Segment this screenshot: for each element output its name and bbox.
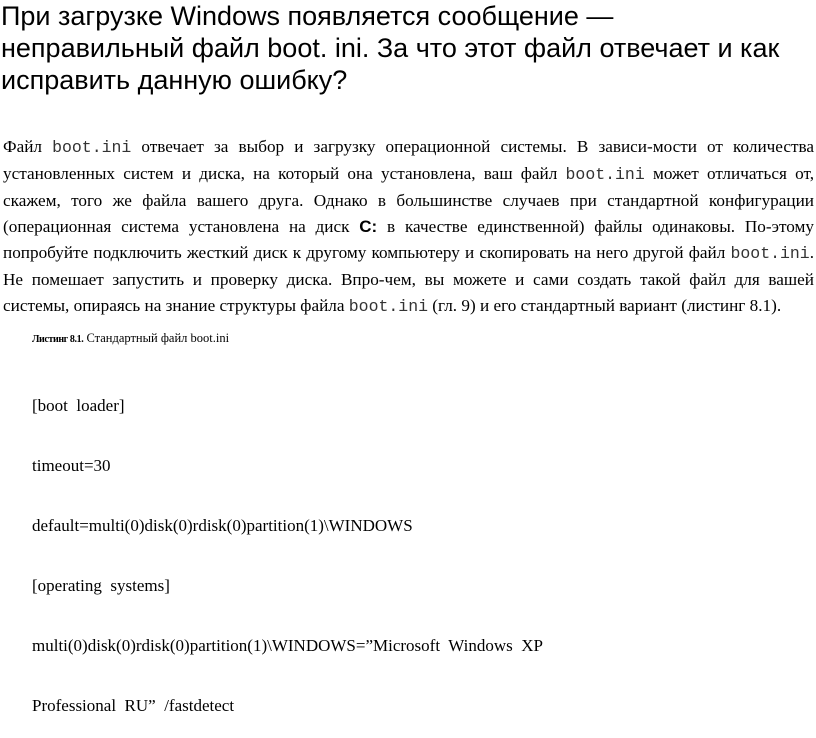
inline-code-filename: boot.ini bbox=[52, 138, 132, 157]
paragraph-text: в качестве единственной) файлы одинаковы. По-этому попробуйте подключить жесткий диск к другому компьютеру и скопировать на него другой файл bbox=[3, 217, 814, 262]
listing-caption-text: Стандартный файл boot.ini bbox=[83, 331, 230, 345]
disk-letter: С: bbox=[359, 217, 378, 236]
paragraph-text: отвечает за выбор и загрузку операционной системы. В зависи-мости от количества установленных систем и диска, на который она установлена, ваш файл bbox=[3, 137, 815, 183]
inline-code-filename: boot.ini bbox=[730, 244, 810, 263]
listing-line: default=multi(0)disk(0)rdisk(0)partition(1)\WINDOWS bbox=[32, 516, 413, 535]
paragraph-text: Файл bbox=[3, 137, 53, 156]
listing-line: Professional RU” /fastdetect bbox=[32, 696, 235, 715]
inline-code-filename: boot.ini bbox=[565, 165, 645, 184]
listing-line: timeout=30 bbox=[32, 456, 111, 475]
paragraph-text: (гл. 9) и его стандартный вариант (листинг 8.1). bbox=[428, 296, 782, 315]
inline-code-filename: boot.ini bbox=[348, 297, 428, 316]
listing-caption-prefix: Листинг 8.1. bbox=[32, 334, 84, 345]
question-title: При загрузке Windows появляется сообщение — неправильный файл boot. ini. За что этот файл отвечает и как исправить данную ошибку? bbox=[1, 1, 780, 95]
listing-caption bbox=[32, 330, 229, 348]
listing-line: [boot loader] bbox=[32, 396, 125, 415]
listing-line: multi(0)disk(0)rdisk(0)partition(1)\WINDOWS=”Microsoft Windows XP bbox=[32, 636, 543, 655]
paragraph-text: может отличаться от, скажем, того же файла вашего друга. Однако в большинстве случаев при стандартной конфигурации (операционная система установлена на диск bbox=[3, 164, 815, 236]
answer-paragraph bbox=[3, 134, 814, 320]
listing-line: [operating systems] bbox=[32, 576, 170, 595]
paragraph-text: . Не помешает запустить и проверку диска. Впро-чем, вы можете и сами создать такой файл для вашей системы, опираясь на знание структуры файла bbox=[3, 243, 814, 315]
